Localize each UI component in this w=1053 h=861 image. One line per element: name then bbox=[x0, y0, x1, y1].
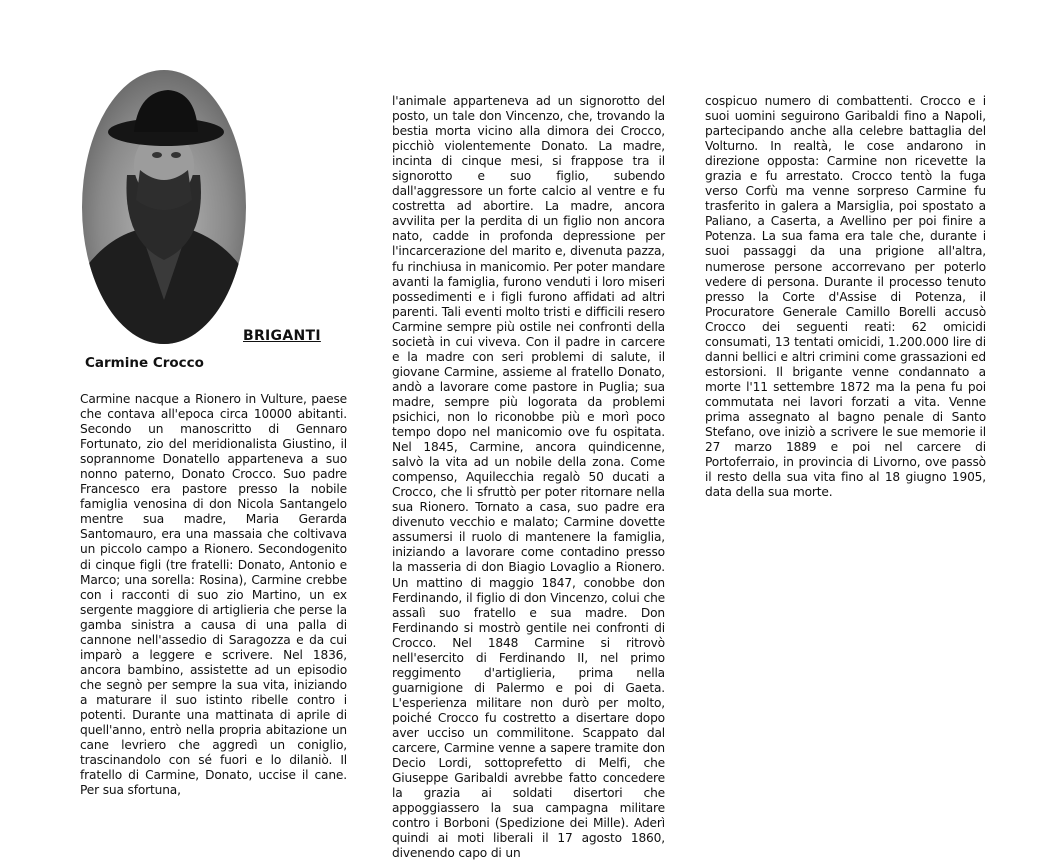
portrait-photo bbox=[82, 70, 246, 344]
text-column-3: cospicuo numero di combattenti. Crocco e i suoi uomini seguirono Garibaldi fino a Napoli, partecipando anche alla celebre battaglia del Volturno. In realtà, le cose andarono in direzione opposta: Carmine non ricevette la grazia e fu arrestato. Crocco tentò la fuga verso Corfù ma venne sorpreso Carmine fu trasferito in galera a Marsiglia, poi spostato a Paliano, a Caserta, a Avellino per poi finire a Potenza. La sua fama era tale che, durante i suoi passaggi da una prigione all'altra, numerose persone accorrevano per poterlo vedere di persona. Durante il processo tenuto presso la Corte d'Assise di Potenza, il Procuratore Generale Camillo Borelli accusò Crocco dei seguenti reati: 62 omicidi consumati, 13 tentati omicidi, 1.200.000 lire di danni bellici e altri crimini come grassazioni ed estorsioni. Il brigante venne condannato a morte l'11 settembre 1872 ma la pena fu poi commutata nei lavori forzati a vita. Venne prima assegnato al bagno penale di Santo Stefano, ove iniziò a scrivere le sue memorie il 27 marzo 1889 e poi nel carcere di Portoferraio, in provincia di Livorno, ove passò il resto della sua vita fino al 18 giugno 1905, data della sua morte. bbox=[705, 94, 986, 500]
subject-name: Carmine Crocco bbox=[85, 355, 204, 371]
text-column-1: Carmine nacque a Rionero in Vulture, paese che contava all'epoca circa 10000 abitanti. Secondo un manoscritto di Gennaro Fortunato, zio del meridionalista Giustino, il soprannome Donatello apparteneva a suo nonno paterno, Donato Crocco. Suo padre Francesco era pastore presso la nobile famiglia venosina di don Nicola Santangelo mentre sua madre, Maria Gerarda Santomauro, era una massaia che coltivava un piccolo campo a Rionero. Secondogenito di cinque figli (tre fratelli: Donato, Antonio e Marco; una sorella: Rosina), Carmine crebbe con i racconti di suo zio Martino, un ex sergente maggiore di artiglieria che perse la gamba sinistra a causa di una palla di cannone nell'assedio di Saragozza e da cui imparò a leggere e scrivere. Nel 1836, ancora bambino, assistette ad un episodio che segnò per sempre la sua vita, iniziando a maturare il suo istinto ribelle contro i potenti. Durante una mattinata di aprile di quell'anno, entrò nella propria abitazione un cane levriero che aggredì un coniglio, trascinandolo con sé fuori e lo dilaniò. Il fratello di Carmine, Donato, uccise il cane. Per sua sfortuna, bbox=[80, 392, 347, 798]
portrait-photo-icon bbox=[82, 70, 246, 344]
text-column-2: l'animale apparteneva ad un signorotto del posto, un tale don Vincenzo, che, trovando la bestia morta vicino alla dimora dei Crocco, picchiò violentemente Donato. La madre, incinta di cinque mesi, si frappose tra il signorotto e suo figlio, subendo dall'aggressore un forte calcio al ventre e fu costretta ad abortire. La madre, ancora avvilita per la perdita di un figlio non ancora nato, cadde in profonda depressione per l'incarcerazione del marito e, divenuta pazza, fu rinchiusa in manicomio. Per poter mandare avanti la famiglia, furono venduti i loro miseri possedimenti e i figli furono affidati ad altri parenti. Tali eventi molto tristi e difficili resero Carmine sempre più ostile nei confronti della società in cui viveva. Con il padre in carcere e la madre con seri problemi di salute, il giovane Carmine, assieme al fratello Donato, andò a lavorare come pastore in Puglia; sua madre, sempre più logorata da problemi psichici, non lo riconobbe più e morì poco tempo dopo nel manicomio ove fu ospitata. Nel 1845, Carmine, ancora quindicenne, salvò la vita ad un nobile della zona. Come compenso, Aquilecchia regalò 50 ducati a Crocco, che li sfruttò per poter ritornare nella sua Rionero. Tornato a casa, suo padre era divenuto vecchio e malato; Carmine dovette assumersi il ruolo di mantenere la famiglia, iniziando a lavorare come contadino presso la masseria di don Biagio Lovaglio a Rionero. Un mattino di maggio 1847, conobbe don Ferdinando, il figlio di don Vincenzo, colui che assalì suo fratello e sua madre. Don Ferdinando si mostrò gentile nei confronti di Crocco. Nel 1848 Carmine si ritrovò nell'esercito di Ferdinando II, nel primo reggimento d'artiglieria, prima nella guarnigione di Palermo e poi di Gaeta. L'esperienza militare non durò per molto, poiché Crocco fu costretto a disertare dopo aver ucciso un commilitone. Scappato dal carcere, Carmine venne a sapere tramite don Decio Lordi, sottoprefetto di Melfi, che Giuseppe Garibaldi avrebbe fatto concedere la grazia ai soldati disertori che appoggiassero la sua campagna militare contro i Borboni (Spedizione dei Mille). Aderì quindi ai moti liberali il 17 agosto 1860, divenendo capo di un bbox=[392, 94, 665, 861]
page-title: BRIGANTI bbox=[243, 328, 321, 344]
